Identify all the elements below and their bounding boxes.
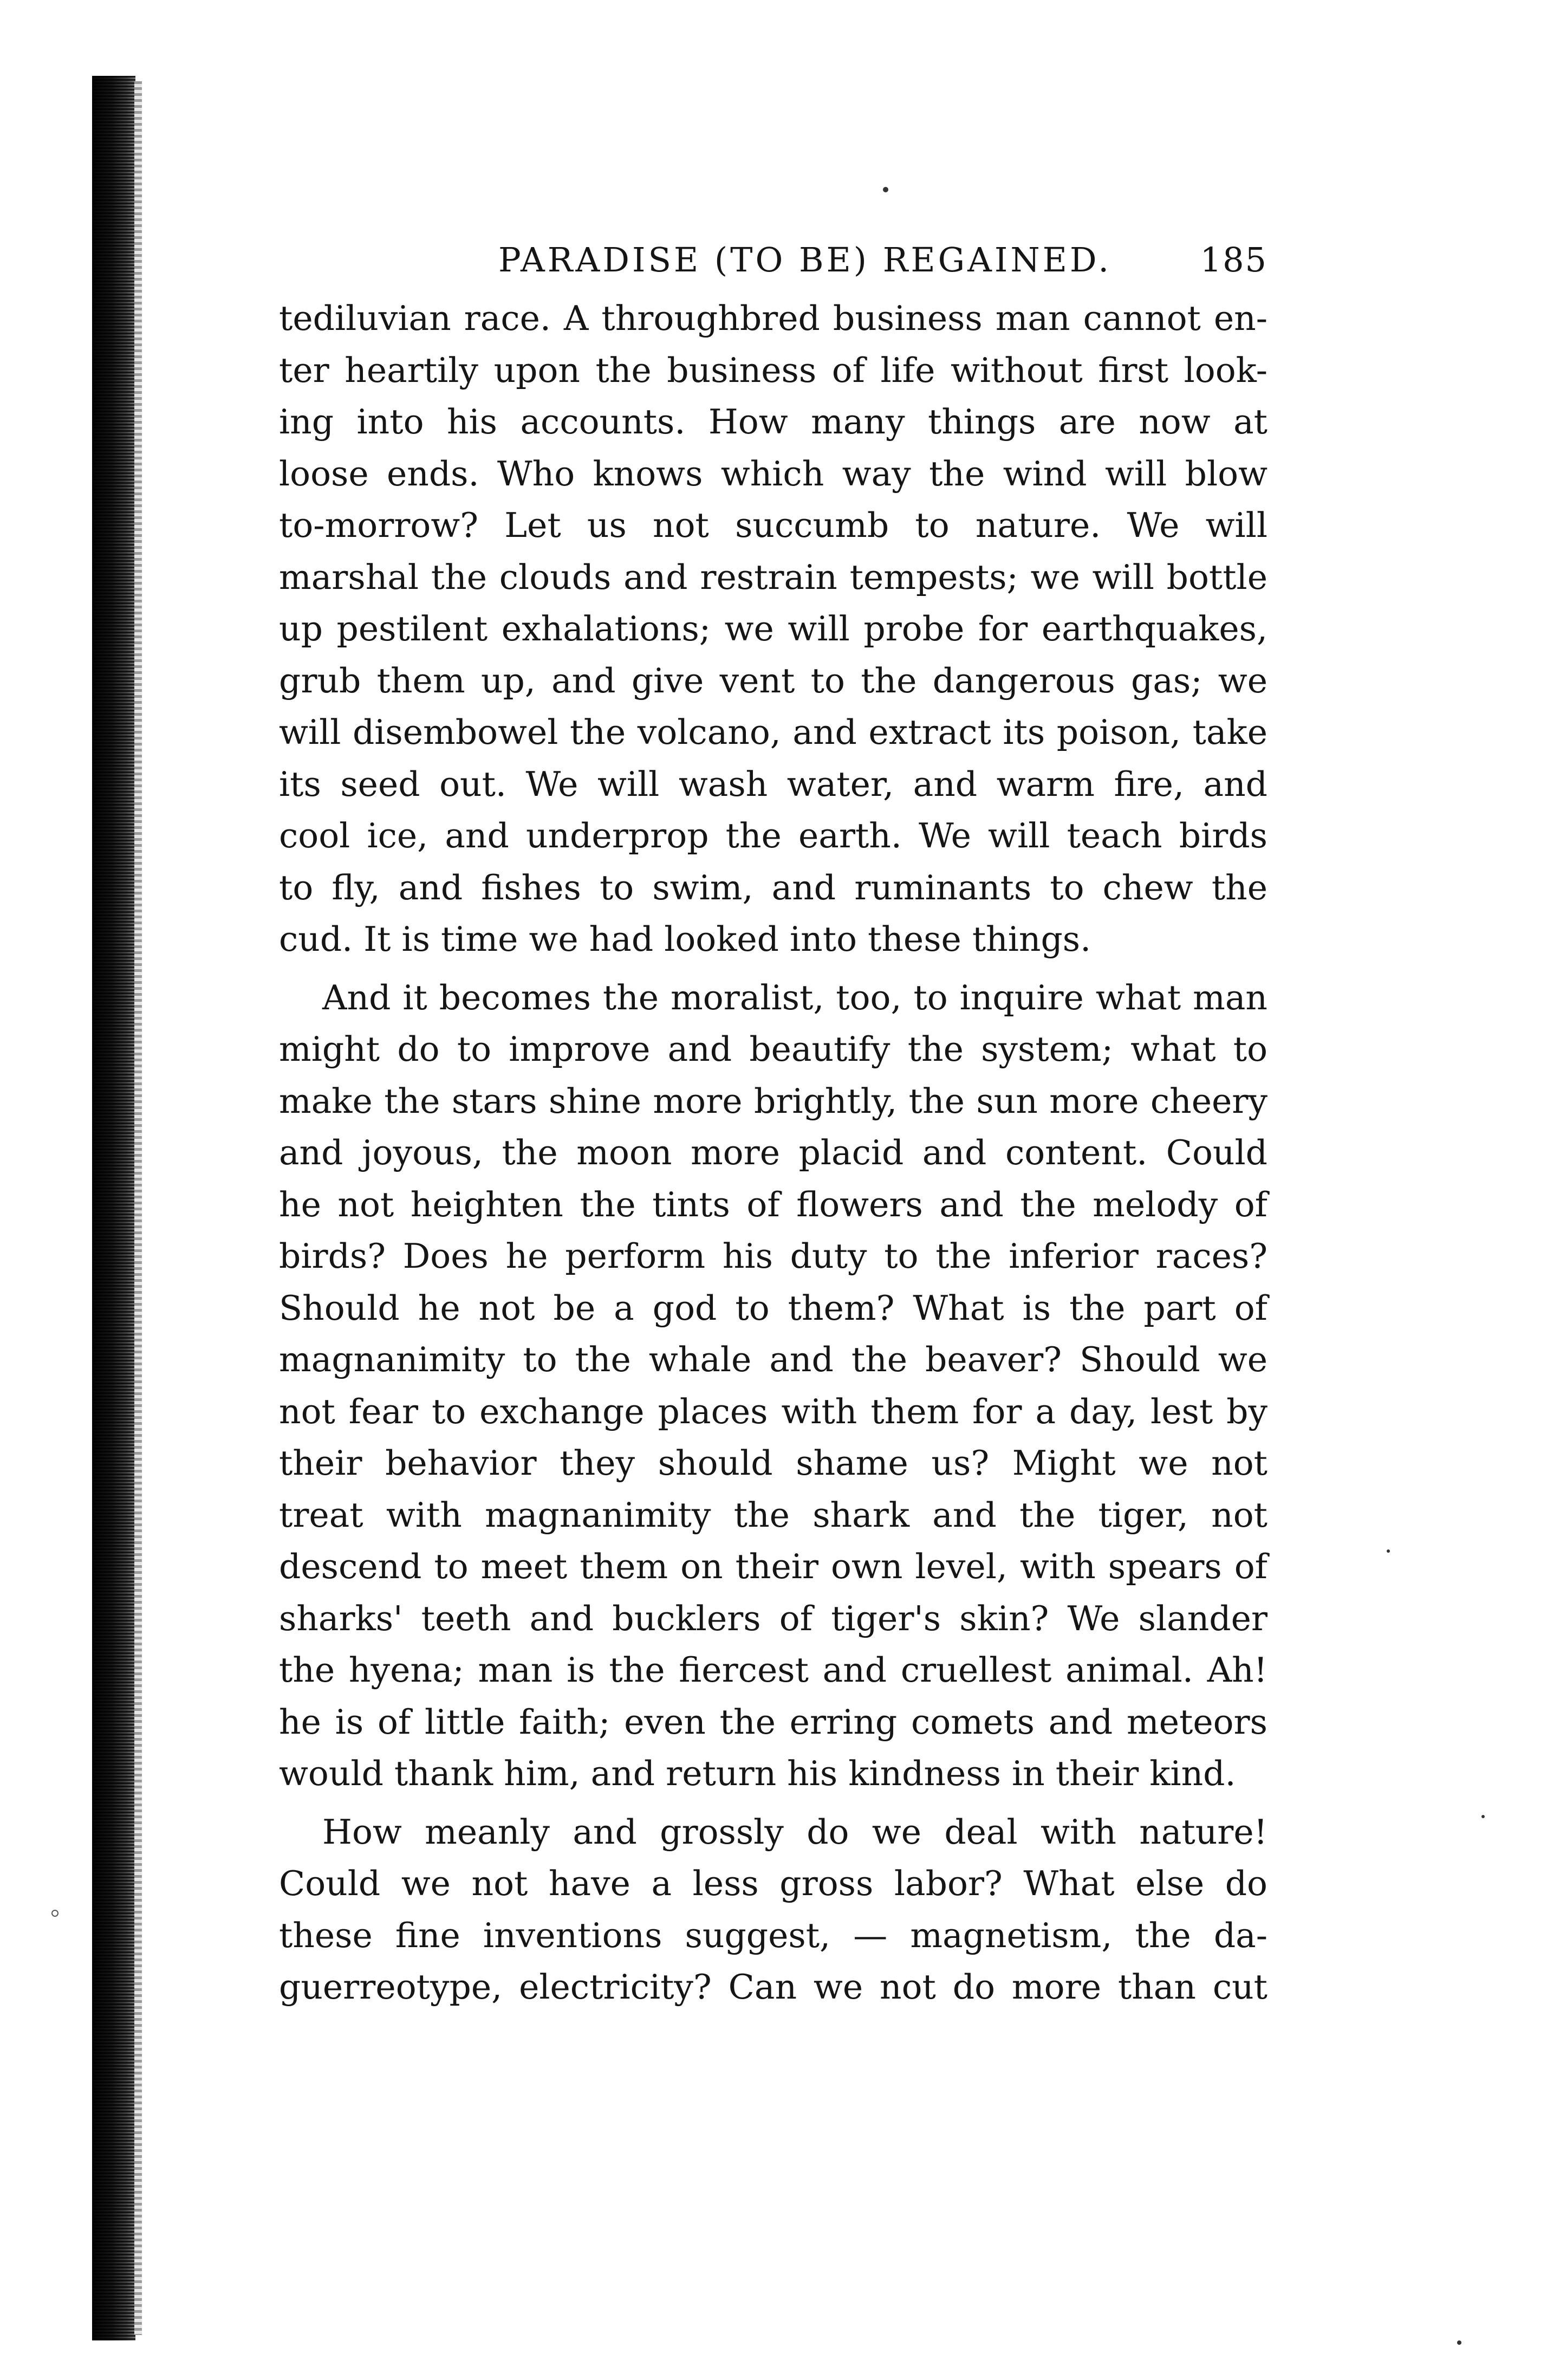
text-line: up pestilent exhalations; we will probe for earthquakes, — [279, 609, 1268, 648]
text-line: their behavior they should shame us? Might we not — [279, 1443, 1268, 1483]
text-line: guerreotype, electricity? Can we not do more than cut — [279, 1967, 1268, 2007]
text-line: would thank him, and return his kindness in their kind. — [279, 1754, 1236, 1793]
text-line: make the stars shine more brightly, the sun more cheery — [279, 1081, 1268, 1121]
text-line: descend to meet them on their own level, with spears of — [279, 1547, 1268, 1586]
text-line: he not heighten the tints of flowers and the melody of — [279, 1184, 1268, 1224]
text-line: birds? Does he perform his duty to the inferior races? — [279, 1236, 1268, 1276]
text-line: and joyous, the moon more placid and content. Could — [279, 1133, 1268, 1172]
text-line: Should he not be a god to them? What is the part of — [279, 1288, 1268, 1328]
text-line: tediluvian race. A throughbred business man cannot en- — [279, 299, 1268, 338]
text-line: to-morrow? Let us not succumb to nature. We will — [279, 505, 1268, 545]
text-line: treat with magnanimity the shark and the tiger, not — [279, 1495, 1268, 1535]
text-line: How meanly and grossly do we deal with nature! — [322, 1812, 1268, 1852]
book-binding-shadow — [92, 76, 135, 2340]
text-line: sharks' teeth and bucklers of tiger's skin? We slander — [279, 1598, 1268, 1638]
scan-speck — [1457, 2340, 1461, 2345]
text-line: these fine inventions suggest, — magnetism, the da- — [279, 1915, 1268, 1955]
body-text — [279, 293, 1268, 2013]
text-line: not fear to exchange places with them for a day, lest by — [279, 1391, 1268, 1431]
text-line: to fly, and fishes to swim, and ruminants to chew the — [279, 867, 1268, 907]
scan-speck — [1481, 1815, 1485, 1818]
text-line: And it becomes the moralist, too, to inquire what man — [322, 977, 1268, 1017]
running-head — [279, 228, 1268, 293]
text-line: cud. It is time we had looked into these things. — [279, 919, 1091, 959]
text-line: ter heartily upon the business of life without first look- — [279, 350, 1268, 390]
running-head-title: PARADISE (TO BE) REGAINED. — [498, 240, 1112, 280]
text-line: ing into his accounts. How many things are now at — [279, 402, 1268, 442]
scan-speck — [51, 1910, 58, 1917]
page-number: 185 — [1200, 240, 1268, 280]
book-binding-edge — [134, 81, 142, 2335]
text-line: will disembowel the volcano, and extract its poison, take — [279, 712, 1268, 752]
text-line: loose ends. Who knows which way the wind will blow — [279, 453, 1268, 494]
text-line: grub them up, and give vent to the dangerous gas; we — [279, 660, 1268, 701]
scan-speck — [1387, 1549, 1390, 1553]
scan-speck — [883, 187, 888, 192]
text-line: might do to improve and beautify the system; what to — [279, 1029, 1268, 1069]
text-line: marshal the clouds and restrain tempests; we will bottle — [279, 557, 1268, 597]
text-line: magnanimity to the whale and the beaver? Should we — [279, 1340, 1268, 1379]
book-page — [279, 228, 1268, 2013]
text-line: the hyena; man is the fiercest and cruellest animal. Ah! — [279, 1650, 1268, 1690]
text-line: its seed out. We will wash water, and warm fire, and — [279, 764, 1268, 804]
text-line: Could we not have a less gross labor? What else do — [279, 1864, 1268, 1903]
text-line: cool ice, and underprop the earth. We will teach birds — [279, 816, 1268, 855]
text-line: he is of little faith; even the erring comets and meteors — [279, 1702, 1268, 1742]
